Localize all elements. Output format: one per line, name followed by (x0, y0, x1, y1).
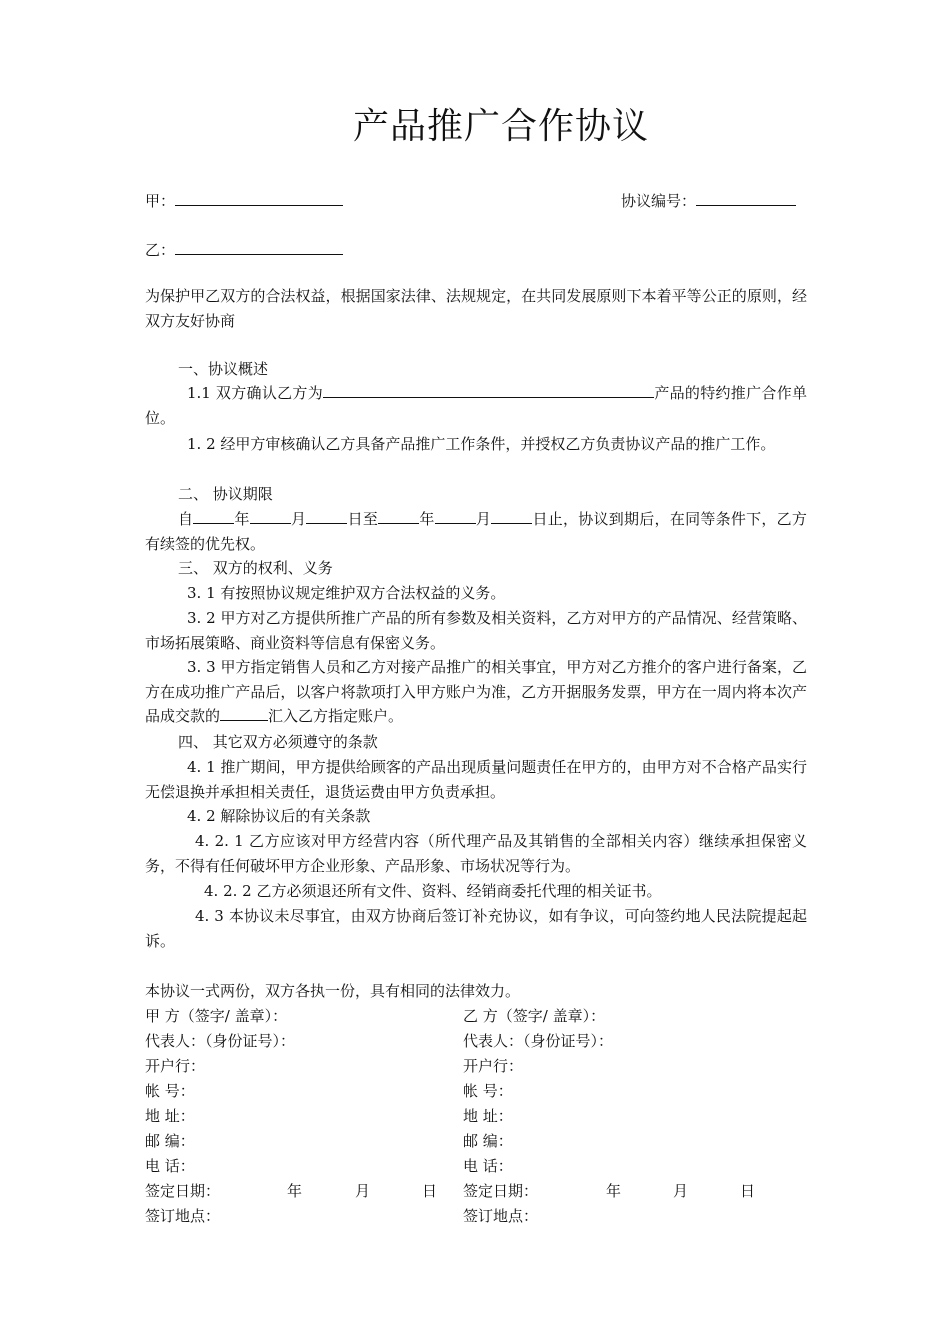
sign-left-place: 签订地点： (145, 1207, 221, 1225)
sign-left-month: 月 (355, 1182, 371, 1200)
clause-3-3-prefix: 3. 3 甲方指定销售人员和乙方对接产品推广的相关事宜，甲方对乙方推介的客户进行备案，乙方在成功推广产品后，以客户将款项打入甲方账户为准，乙方开据服务发票，甲方在一周内将本次产品成交款的 (145, 658, 807, 725)
sign-left-year: 年 (287, 1182, 303, 1200)
clause-1-1-suffix: 产品的特约推广合作单位。 (145, 384, 807, 427)
sign-left-bank: 开户行： (145, 1057, 206, 1075)
payment-blank (220, 704, 268, 721)
sign-left-address: 地 址： (145, 1107, 195, 1125)
clause-1-2: 1. 2 经甲方审核确认乙方具备产品推广工作条件，并授权乙方负责协议产品的推广工作。 (187, 435, 776, 453)
sign-right-phone: 电 话： (463, 1157, 513, 1175)
clause-3-3-suffix: 汇入乙方指定账户。 (268, 707, 404, 725)
product-blank-thin (323, 381, 388, 398)
sign-left-phone: 电 话： (145, 1157, 195, 1175)
section-3-title: 三、 双方的权利、义务 (178, 559, 333, 577)
clause-4-2-1: 4. 2. 1 乙方应该对甲方经营内容（所代理产品及其销售的全部相关内容）继续承担保密义务，不得有任何破坏甲方企业形象、产品形象、市场状况等行为。 (145, 832, 807, 875)
agreement-no-label: 协议编号： (621, 192, 697, 210)
clause-4-2-2: 4. 2. 2 乙方必须退还所有文件、资料、经销商委托代理的相关证书。 (204, 882, 662, 900)
sign-left-party: 甲 方（签字/ 盖章）： (145, 1007, 288, 1025)
sign-left-rep: 代表人：（身份证号）： (145, 1032, 296, 1050)
start-day-label: 日至 (347, 510, 379, 528)
end-month-label: 月 (475, 510, 492, 528)
start-month-label: 月 (290, 510, 307, 528)
section-1-title: 一、协议概述 (178, 360, 269, 378)
sign-right-bank: 开户行： (463, 1057, 524, 1075)
sign-right-party: 乙 方（签字/ 盖章）： (463, 1007, 606, 1025)
sign-left-day: 日 (422, 1182, 438, 1200)
term-end: 日止，协议到期后，在同等条件下，乙方有续签的优先权。 (145, 510, 807, 553)
start-day-blank (306, 507, 347, 524)
party-a-label: 甲： (145, 192, 176, 210)
clause-1-1-prefix: 1.1 双方确认乙方为 (187, 384, 324, 402)
end-year-label: 年 (419, 510, 435, 528)
agreement-no-blank (696, 189, 796, 206)
clause-3-2: 3. 2 甲方对乙方提供所推广产品的所有参数及相关资料，乙方对甲方的产品情况、经营策略、市场拓展策略、商业资料等信息有保密义务。 (145, 609, 807, 652)
clause-4-1: 4. 1 推广期间，甲方提供给顾客的产品出现质量问题责任在甲方的，由甲方对不合格产品实行无偿退换并承担相关责任，退货运费由甲方负责承担。 (145, 758, 807, 801)
end-year-blank (378, 507, 419, 524)
product-blank (388, 381, 640, 398)
clause-4-2: 4. 2 解除协议后的有关条款 (187, 807, 371, 825)
section-4-title: 四、 其它双方必须遵守的条款 (178, 733, 378, 751)
copies-statement: 本协议一式两份，双方各执一份，具有相同的法律效力。 (145, 982, 521, 1000)
party-a-blank (175, 189, 343, 206)
clause-1-1 (145, 381, 807, 430)
section-2-title: 二、 协议期限 (178, 485, 273, 503)
sign-right-postcode: 邮 编： (463, 1132, 513, 1150)
term-from: 自 (178, 510, 194, 528)
party-b-line (145, 238, 343, 263)
sign-right-address: 地 址： (463, 1107, 513, 1125)
party-b-blank (175, 238, 343, 255)
sign-right-place: 签订地点： (463, 1207, 539, 1225)
start-month-blank (250, 507, 291, 524)
sign-left-date-label: 签定日期： (145, 1182, 221, 1200)
term-paragraph (145, 507, 807, 556)
sign-right-date-label: 签定日期： (463, 1182, 539, 1200)
sign-right-day: 日 (740, 1182, 756, 1200)
intro-paragraph: 为保护甲乙双方的合法权益，根据国家法律、法规规定，在共同发展原则下本着平等公正的原则，经双方友好协商 (145, 287, 807, 330)
product-blank-tail (640, 381, 654, 398)
start-year-label: 年 (234, 510, 250, 528)
party-a-line (145, 189, 343, 214)
end-month-blank (435, 507, 476, 524)
agreement-no-line (621, 189, 796, 214)
sign-right-month: 月 (673, 1182, 689, 1200)
end-day-blank (491, 507, 532, 524)
sign-left-postcode: 邮 编： (145, 1132, 195, 1150)
sign-right-year: 年 (606, 1182, 622, 1200)
sign-left-account: 帐 号： (145, 1082, 195, 1100)
clause-3-3 (145, 655, 807, 729)
sign-right-rep: 代表人：（身份证号）： (463, 1032, 614, 1050)
start-year-blank (193, 507, 234, 524)
document-title: 产品推广合作协议 (353, 106, 650, 147)
party-b-label: 乙： (145, 241, 176, 259)
clause-3-1: 3. 1 有按照协议规定维护双方合法权益的义务。 (187, 584, 506, 602)
clause-4-3: 4. 3 本协议未尽事宜，由双方协商后签订补充协议，如有争议，可向签约地人民法院提起起诉。 (145, 907, 807, 950)
sign-right-account: 帐 号： (463, 1082, 513, 1100)
